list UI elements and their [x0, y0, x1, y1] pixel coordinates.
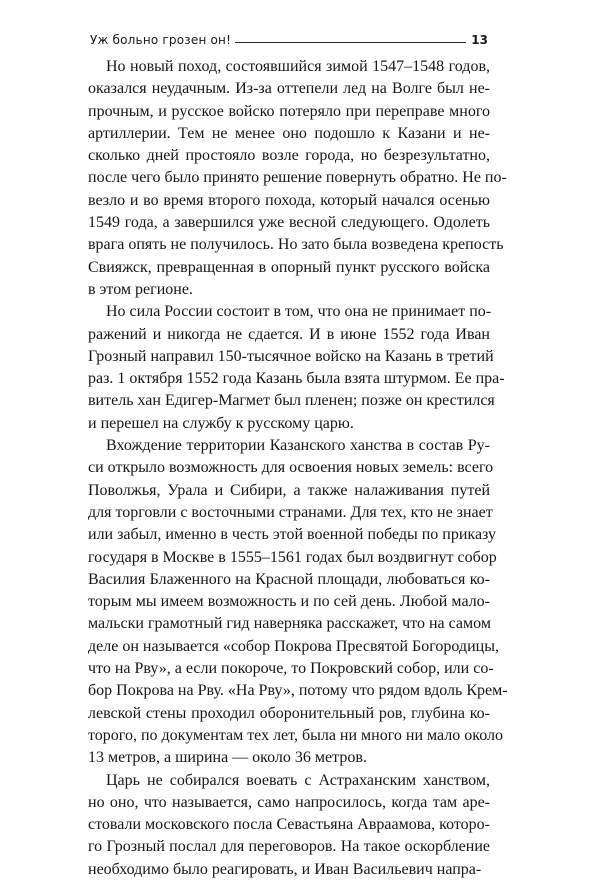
text-line: Но новый поход, состоявшийся зимой 1547–1548 годов,	[106, 58, 490, 75]
text-line: го Грозный послал для переговоров. На такое оскорбление	[88, 838, 490, 856]
text-line: 13 метров, а ширина — около 36 метров.	[88, 749, 367, 767]
text-line: для торговли с восточными странами. Для тех, кто не знает	[88, 503, 493, 521]
text-line: Поволжья, Урала и Сибири, а также налаживания путей	[88, 481, 490, 499]
text-line: оказался неудачным. Из-за оттепели лед на Волге был не-	[88, 80, 490, 98]
text-line: стовали московского посла Севастьяна Авраамова, которо-	[88, 816, 491, 834]
text-line: торым мы имеем возможность и по сей день. Любой мало-	[88, 593, 490, 611]
paragraph	[88, 301, 505, 435]
text-line: и перешел на службу к русскому царю.	[88, 414, 354, 432]
text-line: но оно, что называется, само напросилось, когда там аре-	[88, 793, 490, 811]
text-line: после чего было принято решение повернуть обратно. Не по-	[88, 169, 507, 187]
text-line: раз. 1 октября 1552 года Казань была взята штурмом. Ее пра-	[88, 370, 505, 388]
text-line: си открыло возможность для освоения новых земель: всего	[88, 459, 494, 477]
text-line: Грозный направил 150-тысячное войско на Казань в третий	[88, 347, 494, 365]
text-line: витель хан Едигер-Магмет был пленен; позже он крестился	[88, 392, 495, 410]
text-line: государя в Москве в 1555–1561 годах был воздвигнут собор	[88, 548, 497, 566]
text-line: сколько дней простояло возле города, но безрезультатно,	[88, 147, 490, 165]
header-rule	[230, 42, 466, 43]
text-line: мальски грамотный гид наверняка расскажет, что на самом	[88, 615, 491, 633]
text-line: Свияжск, превращенная в опорный пункт русского войска	[88, 258, 490, 276]
text-line: бор Покрова на Рву. «На Рву», потому что рядом вдоль Крем-	[88, 682, 508, 700]
paragraph	[88, 435, 508, 769]
text-line: везло и во время второго похода, который начался осенью	[88, 191, 490, 209]
text-line: Вхождение территории Казанского ханства в состав Ру-	[106, 437, 490, 455]
text-line: в этом регионе.	[88, 280, 193, 298]
running-title: Уж больно грозен он!	[90, 32, 235, 48]
page-number: 13	[471, 33, 488, 47]
text-line: деле он называется «собор Покрова Пресвятой Богородицы,	[88, 637, 499, 655]
text-line: Царь не собирался воевать с Астраханским ханством,	[106, 771, 490, 789]
text-line: торого, по документам тех лет, была ни много ни мало около	[88, 726, 503, 744]
paragraph	[88, 56, 507, 301]
text-line: прочным, и русское войско потеряло при переправе много	[88, 102, 490, 120]
text-line: необходимо было реагировать, и Иван Васильевич напра-	[88, 860, 482, 878]
body-text	[88, 56, 508, 881]
text-line: артиллерии. Тем не менее оно подошло к Казани и не-	[88, 124, 490, 142]
text-line: Но сила России состоит в том, что она не принимает по-	[106, 303, 492, 321]
text-line: левской стены проходил оборонительный ров, глубина ко-	[88, 704, 490, 722]
running-head	[90, 32, 488, 50]
text-line: Василия Блаженного на Красной площади, любоваться ко-	[88, 570, 490, 588]
text-line: что на Рву», а если покороче, то Покровский собор, или со-	[88, 660, 494, 678]
text-line: врага опять не получилось. Но зато была возведена крепость	[88, 236, 504, 254]
text-line: или забыл, именно в честь этой военной победы по приказу	[88, 526, 497, 544]
text-line: ражений и никогда не сдается. И в июне 1552 года Иван	[88, 325, 490, 343]
text-line: 1549 года, а завершился уже весной следующего. Одолеть	[88, 214, 490, 232]
paragraph	[88, 770, 490, 881]
